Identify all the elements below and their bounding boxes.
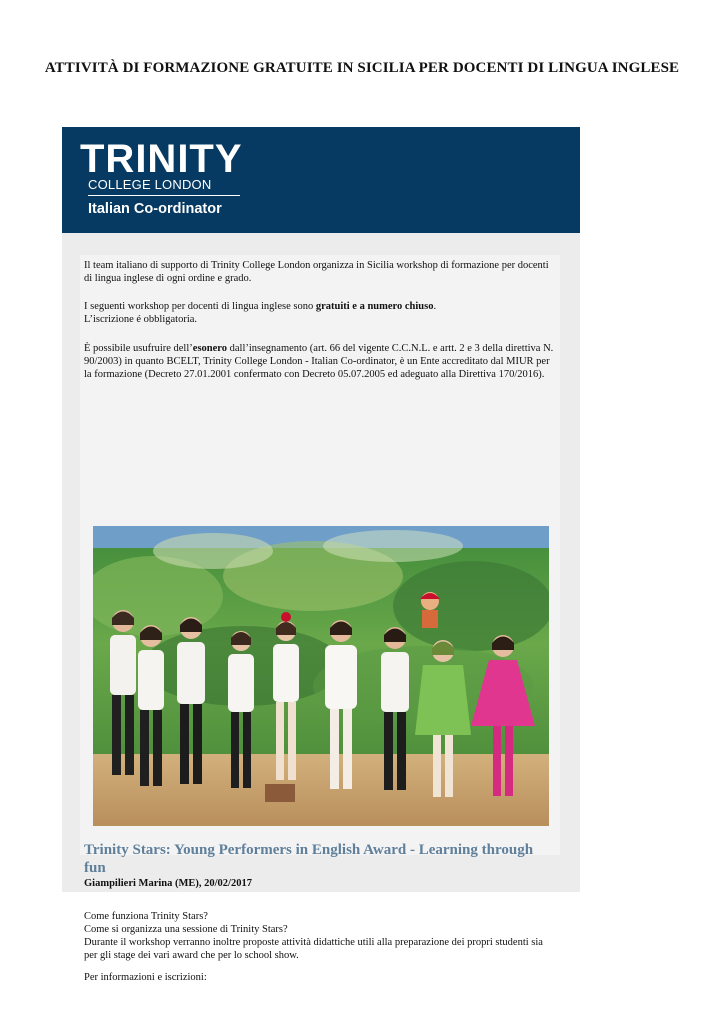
page-title: ATTIVITÀ DI FORMAZIONE GRATUITE IN SICILIA PER DOCENTI DI LINGUA INGLESE (44, 60, 680, 76)
article-question-2: Come si organizza una sessione di Trinity Stars? (84, 924, 288, 935)
newsletter-card (62, 127, 580, 983)
article-question-1: Come funziona Trinity Stars? (84, 911, 208, 922)
logo-divider (88, 195, 240, 196)
article-location-date: Giampilieri Marina (ME), 20/02/2017 (84, 878, 252, 889)
free-limited-emphasis: gratuiti e a numero chiuso (315, 301, 434, 312)
intro-paragraph-1: Il team italiano di supporto di Trinity College London organizza in Sicilia workshop di formazione per docenti di lingua inglese di ogni ordine e grado. (84, 260, 549, 284)
italian-coordinator-label: Italian Co-ordinator (88, 201, 222, 217)
children-performance-photo (93, 526, 549, 826)
registration-required: L’iscrizione é obbligatoria. (84, 314, 198, 325)
trinity-header-banner (62, 127, 580, 233)
exemption-emphasis: esonero (192, 343, 227, 354)
newsletter-content (80, 255, 560, 983)
trinity-logo-subtitle: COLLEGE LONDON (88, 177, 212, 192)
article-body (84, 910, 554, 962)
trinity-logo-wordmark: TRINITY (80, 137, 243, 181)
intro-paragraph-3: È possibile usufruire dell’esonero dall’insegnamento (art. 66 del vigente C.C.N.L. e artt. 2 e 3 della direttiva N. 90/2003) in quanto BCELT, Trinity College London - Italian Co-ordinator, è un Ente accreditato dal MIUR per la formazione (Decreto 27.01.2001 confermato con Decreto 05.07.2005 ed adeguato alla Direttiva 170/2016). (84, 343, 554, 380)
intro-paragraph-2: I seguenti workshop per docenti di lingua inglese sono gratuiti e a numero chiuso. L’iscrizione é obbligatoria. (84, 300, 554, 326)
article-description: Durante il workshop verranno inoltre proposte attività didattiche utili alla preparazione dei propri studenti sia per gli stage dei vari award che per lo school show. (84, 937, 543, 961)
article-info-line: Per informazioni e iscrizioni: (84, 972, 207, 983)
article-title: Trinity Stars: Young Performers in English Award - Learning through fun (84, 842, 534, 876)
